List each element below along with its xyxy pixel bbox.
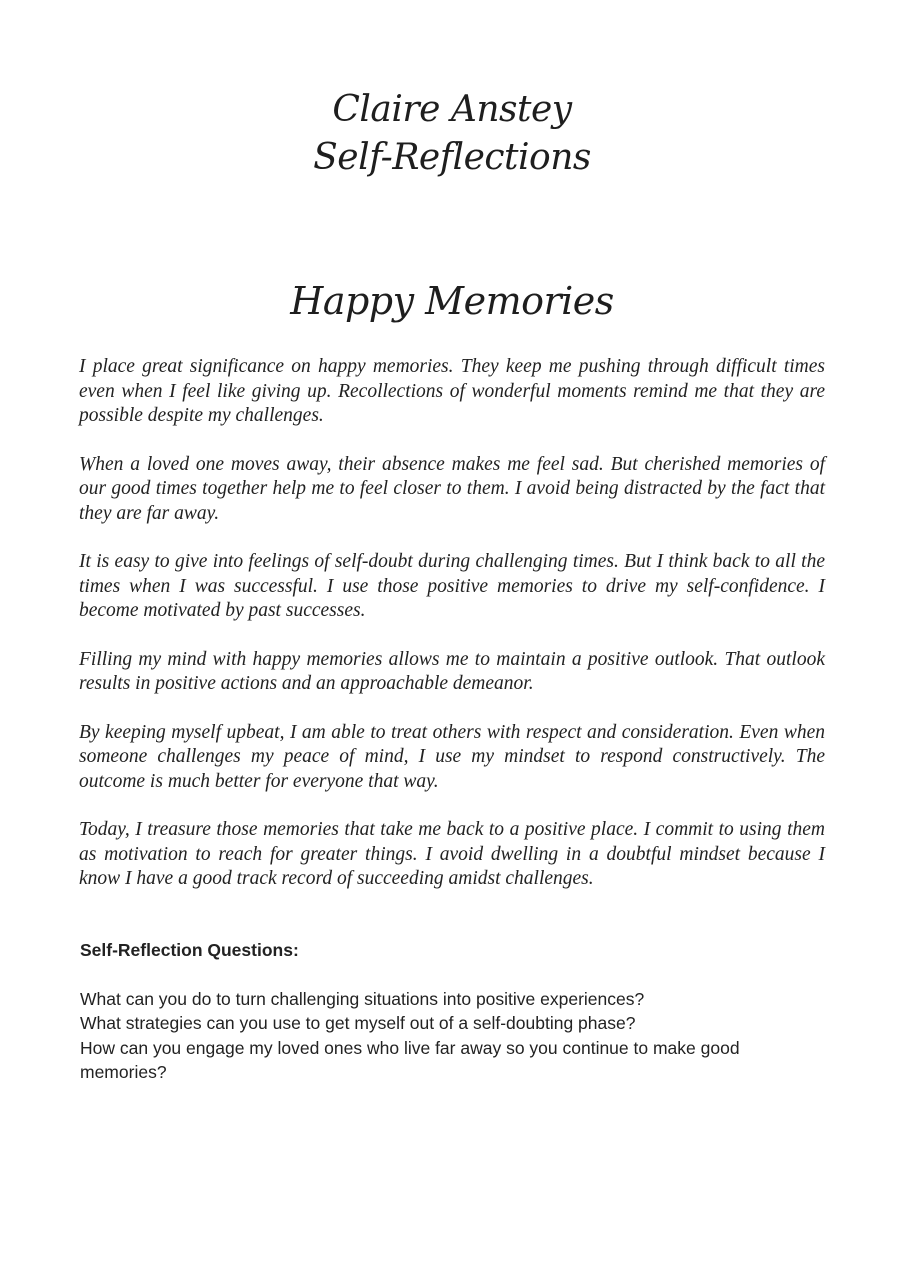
questions-heading: Self-Reflection Questions: xyxy=(80,940,299,960)
document-header xyxy=(0,86,904,182)
question-item: How can you engage my loved ones who live far away so you continue to make good memories? xyxy=(80,1037,740,1082)
question-item: What can you do to turn challenging situations into positive experiences? xyxy=(80,988,645,1009)
paragraph: By keeping myself upbeat, I am able to treat others with respect and consideration. Even when someone challenges my peace of mind, I use my mindset to respond constructively. The outcome is much better for everyone that way. xyxy=(79,721,825,792)
paragraph: Filling my mind with happy memories allows me to maintain a positive outlook. That outlook results in positive actions and an approachable demeanor. xyxy=(79,648,825,694)
paragraph: It is easy to give into feelings of self-doubt during challenging times. But I think back to all the times when I was successful. I use those positive memories to drive my self-confidence. I become motivated by past successes. xyxy=(79,551,825,621)
affirmation-body xyxy=(79,355,825,916)
reflection-questions xyxy=(80,938,820,1085)
questions-list xyxy=(80,987,820,1085)
question-item: What strategies can you use to get myself out of a self-doubting phase? xyxy=(80,1013,636,1033)
document-subtitle: Self-Reflections xyxy=(313,137,591,178)
paragraph: Today, I treasure those memories that take me back to a positive place. I commit to using them as motivation to reach for greater things. I avoid dwelling in a doubtful mindset because I know I have a good track record of succeeding amidst challenges. xyxy=(79,819,825,889)
section-title: Happy Memories xyxy=(290,279,614,323)
paragraph: I place great significance on happy memories. They keep me pushing through difficult times even when I feel like giving up. Recollections of wonderful moments remind me that they are possible despite my challenges. xyxy=(79,356,825,426)
paragraph: When a loved one moves away, their absence makes me feel sad. But cherished memories of our good times together help me to feel closer to them. I avoid being distracted by the fact that they are far away. xyxy=(79,453,825,524)
author-name: Claire Anstey xyxy=(332,89,572,130)
